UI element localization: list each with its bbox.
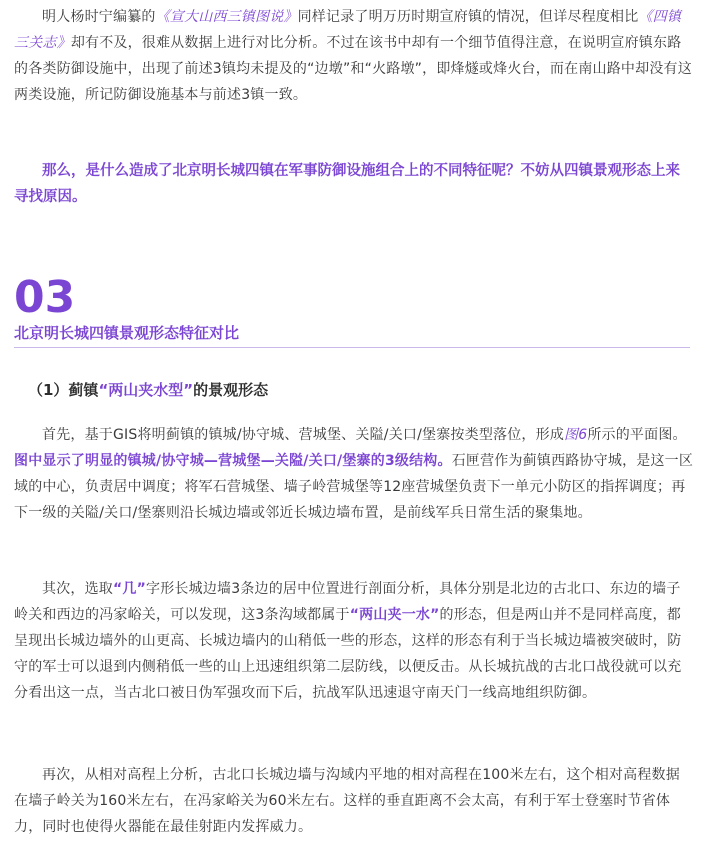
- subsection-highlight: “两山夹水型”: [98, 381, 194, 399]
- subsection-heading: [14, 378, 690, 402]
- paragraph-1-text-c: 却有不及，很难从数据上进行对比分析。不过在该书中却有一个细节值得注意，在说明宣府镇东路的各类防御设施中，出现了前述3镇均未提及的“边墩”和“火路墩”，即烽燧或烽火台，而在南山路中却没有这两类设施，所记防御设施基本与前述3镇一致。: [14, 35, 692, 103]
- section-header: [14, 274, 690, 348]
- paragraph-2-block: [14, 422, 694, 526]
- paragraph-1-text-b: 同样记录了明万历时期宣府镇的情况，但详尽程度相比: [297, 9, 639, 25]
- paragraph-4-block: [14, 762, 694, 840]
- figure-6-link[interactable]: 图6: [564, 427, 588, 443]
- subsection-prefix: （1）蓟镇: [28, 381, 99, 399]
- paragraph-2-text-b: 所示的平面图。: [587, 427, 687, 443]
- paragraph-2: [14, 422, 694, 526]
- paragraph-1: [14, 4, 694, 108]
- paragraph-3-text-b: 字形长城边墙3条边的居中位置进行剖面分析，具体分别是北边的古北口、东边的墙子岭关和西边的冯家峪关，可以发现，这3条沟域都属于: [14, 581, 681, 623]
- book-title-xuanda: 《宣大山西三镇图说》: [155, 9, 298, 25]
- guiding-question: 那么，是什么造成了北京明长城四镇在军事防御设施组合上的不同特征呢？不妨从四镇景观形态上来寻找原因。: [14, 163, 680, 205]
- paragraph-3-block: [14, 576, 694, 706]
- paragraph-4: 再次，从相对高程上分析，古北口长城边墙与沟域内平地的相对高程在100米左右，这个相对高程数据在墙子岭关为160米左右，在冯家峪关为60米左右。这样的垂直距离不会太高，有利于军士登塞时节省体力，同时也使得火器能在最佳射距内发挥威力。: [14, 767, 680, 835]
- paragraph-2-text-a: 首先，基于GIS将明蓟镇的镇城/协守城、营城堡、关隘/关口/堡寨按类型落位，形成: [42, 427, 565, 443]
- question-block: [14, 158, 694, 210]
- paragraph-1-text-a: 明人杨时宁编纂的: [42, 9, 156, 25]
- section-title: 北京明长城四镇景观形态特征对比: [14, 322, 690, 348]
- subsection-suffix: 的景观形态: [193, 381, 269, 399]
- paragraph-3-text-a: 其次，选取: [42, 581, 113, 597]
- paragraph-2-text-c: 石匣营作为蓟镇西路协守城，是这一区域的中心，负责居中调度；将军石营城堡、墙子岭营城堡等12座营城堡负责下一单元小防区的指挥调度；再下一级的关隘/关口/堡寨则沿长城边墙或邻近长城边墙布置，是前线军兵日常生活的聚集地。: [14, 453, 694, 521]
- paragraph-3: [14, 576, 694, 706]
- paragraph-2-highlight: 图中显示了明显的镇城/协守城—营城堡—关隘/关口/堡寨的3级结构。: [14, 453, 452, 469]
- paragraph-3-highlight-liangshan: “两山夹一水”: [349, 607, 440, 623]
- paragraph-3-text-c: 的形态，但是两山并不是同样高度，都呈现出长城边墙外的山更高、长城边墙内的山稍低一些的形态，这样的形态有利于当长城边墙被突破时，防守的军士可以退到内侧稍低一些的山上迅速组织第二层防线，以便反击。从长城抗战的古北口战役就可以充分看出这一点，当古北口被日伪军强攻而下后，抗战军队迅速退守南天门一线高地组织防御。: [14, 607, 682, 701]
- book-title-sizhen: 《四镇三关志》: [14, 9, 682, 51]
- section-number: 03: [14, 272, 76, 323]
- paragraph-3-highlight-ji: “几”: [113, 581, 147, 597]
- subsection-heading-block: [14, 378, 690, 402]
- paragraph-1-block: [14, 4, 694, 108]
